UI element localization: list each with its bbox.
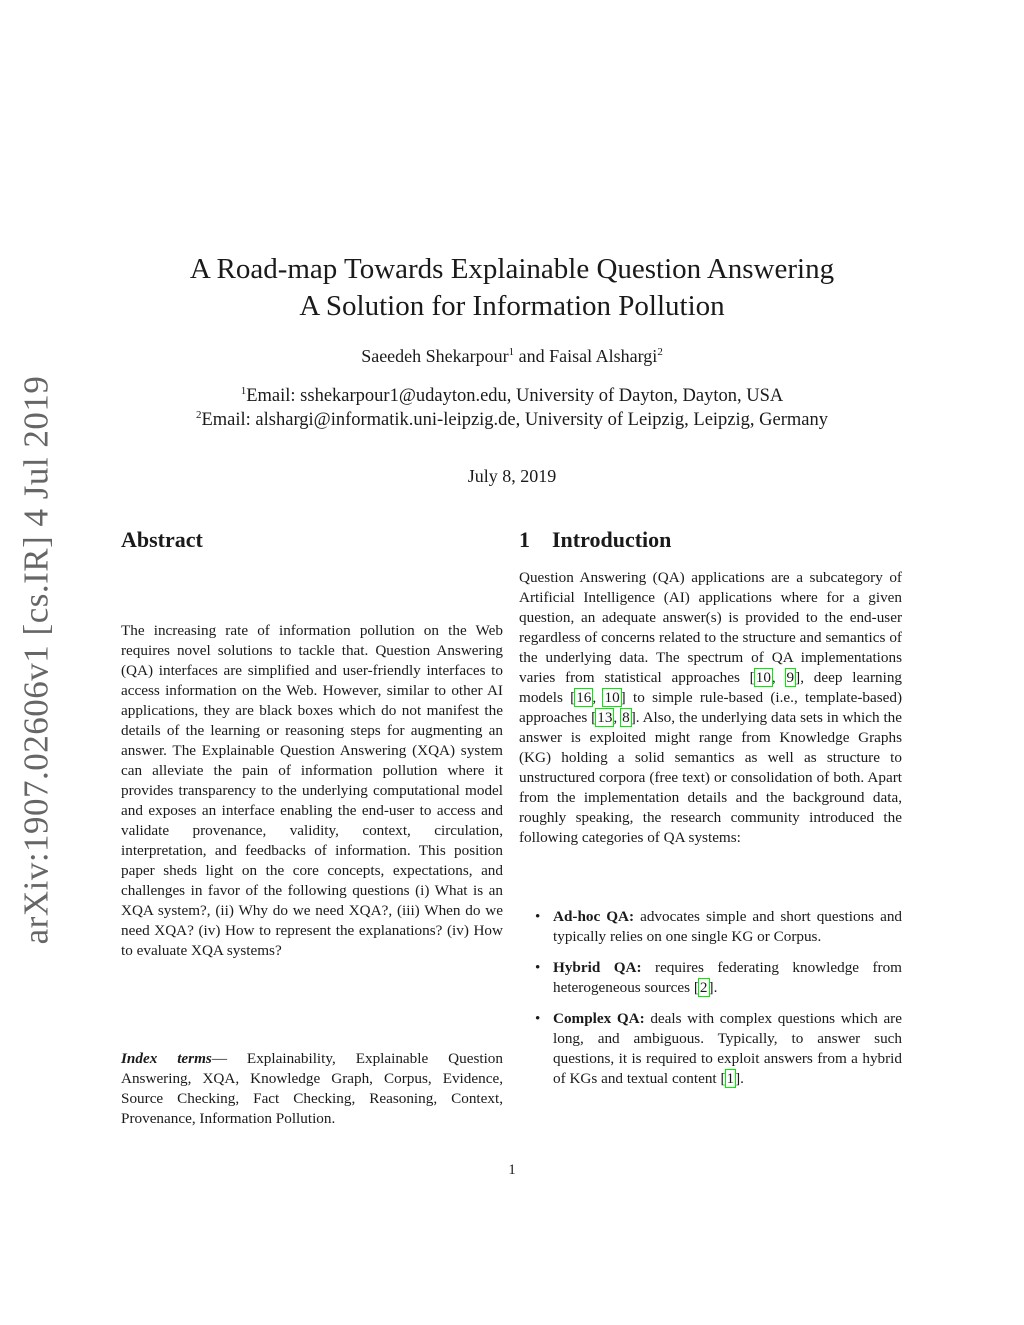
affiliation-2-text: Email: alshargi@informatik.uni-leipzig.de, University of Leipzig, Leipzig, Germany <box>201 410 828 430</box>
section-number: 1 <box>519 527 530 552</box>
intro-text-1: Question Answering (QA) applications are a subcategory of Artificial Intelligence (AI) applications where for a given question, an adequate answer(s) is provided to the end-user regardless of concerns related to the structure and semantics of the underlying data. The spectrum of QA implementations varies from statistical approaches <box>519 569 902 686</box>
introduction-paragraph <box>519 568 902 848</box>
title-line-2: A Solution for Information Pollution <box>299 290 725 322</box>
page-number: 1 <box>508 1162 516 1178</box>
bullet-icon: • <box>535 1010 541 1027</box>
citation-link[interactable]: 8 <box>622 709 630 726</box>
author-2: Faisal Alshargi <box>549 346 658 366</box>
affiliations <box>100 384 924 432</box>
citation-link[interactable]: 2 <box>699 979 708 996</box>
affiliation-1 <box>100 384 924 408</box>
list-item: • Complex QA: deals with complex questions which are long, and ambiguous. Typically, to answer such questions, it is required to exploit answers from a hybrid of KGs and textual content [1]. <box>535 1010 902 1087</box>
author-conjunction: and <box>514 346 550 366</box>
arxiv-stamp <box>10 375 62 945</box>
section-title: Introduction <box>552 527 672 552</box>
affiliation-2 <box>100 408 924 432</box>
author-1-mark: 1 <box>508 346 515 358</box>
bullet-icon: • <box>535 908 541 925</box>
author-2-mark: 2 <box>657 346 663 358</box>
intro-text-4: . Also, the underlying data sets in which the answer is exploited might range from Knowledge Graphs (KG) holding a solid semantics as well as structure to unstructured corpora (free text) or consolidation of both. Apart from the implementation details and the background data, roughly speaking, the research community introduced the following categories of QA systems: <box>519 709 902 846</box>
intro-text-3: to simple rule-based (i.e., template-based) approaches <box>519 689 903 726</box>
index-terms-separator: — <box>211 1050 247 1067</box>
abstract-heading: Abstract <box>121 527 203 552</box>
intro-text-2: , deep learning models <box>519 669 903 706</box>
list-item-term: Ad-hoc QA: <box>553 908 635 925</box>
paper-date: July 8, 2019 <box>467 466 557 486</box>
list-item-text: advocates simple and short questions and typically relies on one single KG or Corpus. <box>553 908 903 945</box>
abstract-text: The increasing rate of information pollution on the Web requires novel solutions to tackle that. Question Answering (QA) interfaces are simplified and user-friendly interfaces to access information on the Web. However, similar to other AI applications, they are black boxes which do not manifest the details of the learning or reasoning steps for augmenting an answer. The Explainable Question Answering (XQA) system can alleviate the pain of information pollution where it provides transparency to the underlying computational model and exposes an interface enabling the end-user to access and validate provenance, validity, context, circulation, interpretation, and feedbacks of information. This position paper sheds light on the core concepts, expectations, and challenges in favor of the following questions (i) What is an XQA system?, (ii) Why do we need XQA?, (iii) When do we need XQA? (iv) How to represent the explanations? (iv) How to evaluate XQA systems? <box>121 622 503 959</box>
index-terms-text: Explainability, Explainable Question Answering, XQA, Knowledge Graph, Corpus, Evidence, Source Checking, Fact Checking, Reasoning, Context, Provenance, Information Pollution. <box>121 1050 503 1127</box>
title-line-1: A Road-map Towards Explainable Question Answering <box>189 253 835 285</box>
index-terms <box>121 1049 503 1129</box>
bullet-icon: • <box>535 959 541 976</box>
author-1: Saeedeh Shekarpour <box>361 346 509 366</box>
citation-group-3: [13, 8] <box>591 709 636 726</box>
citation-group-2: [16, 10] <box>570 689 626 706</box>
citation-link[interactable]: 10 <box>755 669 771 686</box>
list-item-term: Hybrid QA: <box>553 959 642 976</box>
list-item-text: requires federating knowledge from heterogeneous sources <box>553 959 902 996</box>
affiliation-1-mark: 1 <box>240 385 247 397</box>
list-item: • Hybrid QA: requires federating knowledge from heterogeneous sources [2]. <box>535 959 902 996</box>
affiliation-1-text: Email: sshekarpour1@udayton.edu, University of Dayton, Dayton, USA <box>246 386 784 406</box>
citation-link[interactable]: 1 <box>726 1070 735 1087</box>
citation-link[interactable]: 9 <box>786 669 795 686</box>
citation-group-1: [10, 9] <box>749 669 801 686</box>
index-terms-label: Index terms <box>121 1050 212 1067</box>
author-list <box>100 344 924 368</box>
introduction-heading <box>519 526 671 554</box>
citation-link[interactable]: 16 <box>576 689 592 706</box>
list-item-term: Complex QA: <box>553 1010 645 1027</box>
qa-categories-list <box>519 907 902 1089</box>
paper-title <box>100 251 924 325</box>
list-item <box>519 907 902 947</box>
citation-link[interactable]: 10 <box>604 689 620 706</box>
affiliation-2-mark: 2 <box>195 409 202 421</box>
list-item-end: . <box>713 979 718 996</box>
arxiv-stamp-text: arXiv:1907.02606v1 [cs.IR] 4 Jul 2019 <box>16 375 56 945</box>
citation-link[interactable]: 13 <box>597 709 613 726</box>
list-item-end: . <box>740 1070 744 1087</box>
list-item-text: deals with complex questions which are long, and ambiguous. Typically, to answer such questions, it is required to exploit answers from a hybrid of KGs and textual content <box>553 1010 902 1087</box>
